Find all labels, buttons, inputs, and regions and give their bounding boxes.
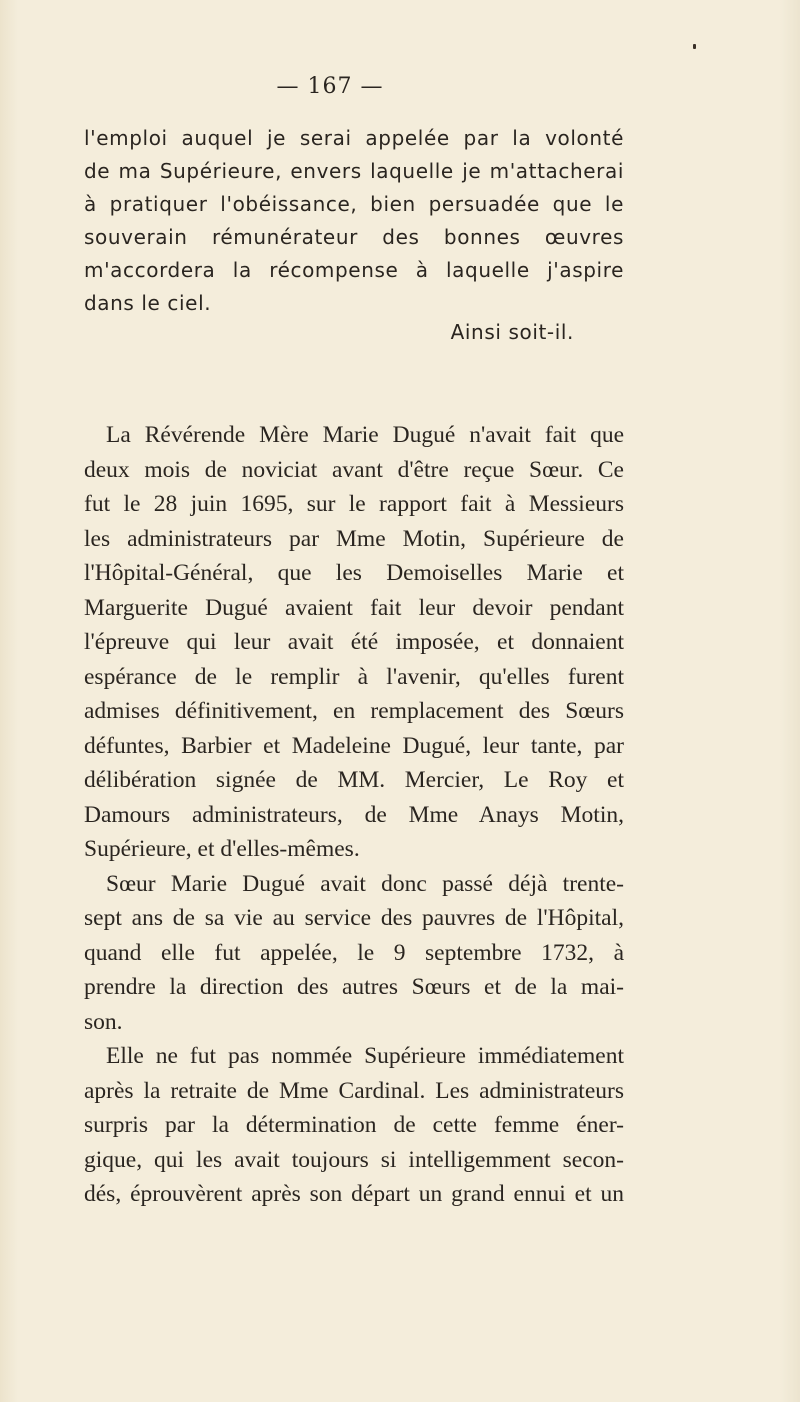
letter-excerpt [84,122,624,320]
paragraph-line: sept ans de sa vie au service des pauvres de l'Hôpital, [84,905,624,931]
paragraph-line: quand elle fut appelée, le 9 septembre 1732, à [84,939,624,966]
paragraph-line: Damours administrateurs, de Mme Anays Motin, [84,801,624,828]
paragraph-line: Marguerite Dugué avaient fait leur devoir pendant [84,594,624,621]
paragraph-line: son. [84,1008,123,1035]
paragraph-line: l'Hôpital-Général, que les Demoiselles Marie et [84,560,624,586]
paragraph-line: Elle ne fut pas nommée Supérieure immédiatement [106,1043,624,1069]
paragraph-line: défuntes, Barbier et Madeleine Dugué, leur tante, par [84,732,624,759]
paragraph-line: surpris par la détermination de cette femme éner- [84,1112,624,1138]
paragraph-line: Sœur Marie Dugué avait donc passé déjà trente- [106,870,624,897]
paragraph-line: deux mois de noviciat avant d'être reçue Sœur. Ce [84,456,624,483]
letter-line: de ma Supérieure, envers laquelle je m'attacherai [84,159,624,183]
margin-mark [693,44,696,49]
body-text [84,418,624,1212]
paragraph-line: après la retraite de Mme Cardinal. Les administrateurs [84,1077,624,1104]
paragraph-line: délibération signée de MM. Mercier, Le Roy et [84,767,624,793]
paragraph-line: Supérieure, et d'elles-mêmes. [84,836,360,862]
letter-signoff: Ainsi soit-il. [450,320,574,344]
paragraph-line: gique, qui les avait toujours si intelligemment secon- [84,1146,624,1173]
letter-line: m'accordera la récompense à laquelle j'aspire [84,258,624,282]
paragraph-line: dés, éprouvèrent après son départ un grand ennui et un [84,1181,624,1207]
letter-line: dans le ciel. [84,291,212,315]
paragraph-line: l'épreuve qui leur avait été imposée, et donnaient [84,629,624,655]
letter-line: l'emploi auquel je serai appelée par la volonté [84,126,624,150]
paragraph-line: prendre la direction des autres Sœurs et de la mai- [84,974,624,1000]
paragraph-line: fut le 28 juin 1695, sur le rapport fait à Messieurs [84,491,624,517]
paragraph-line: La Révérende Mère Marie Dugué n'avait fait que [106,422,624,448]
page-number: — 167 — [276,74,384,99]
paragraph-line: espérance de le remplir à l'avenir, qu'elles furent [84,663,624,690]
paragraph-line: admises définitivement, en remplacement des Sœurs [84,698,624,724]
paragraph-line: les administrateurs par Mme Motin, Supérieure de [84,525,624,552]
letter-line: souverain rémunérateur des bonnes œuvres [84,225,624,249]
letter-line: à pratiquer l'obéissance, bien persuadée que le [84,192,624,216]
